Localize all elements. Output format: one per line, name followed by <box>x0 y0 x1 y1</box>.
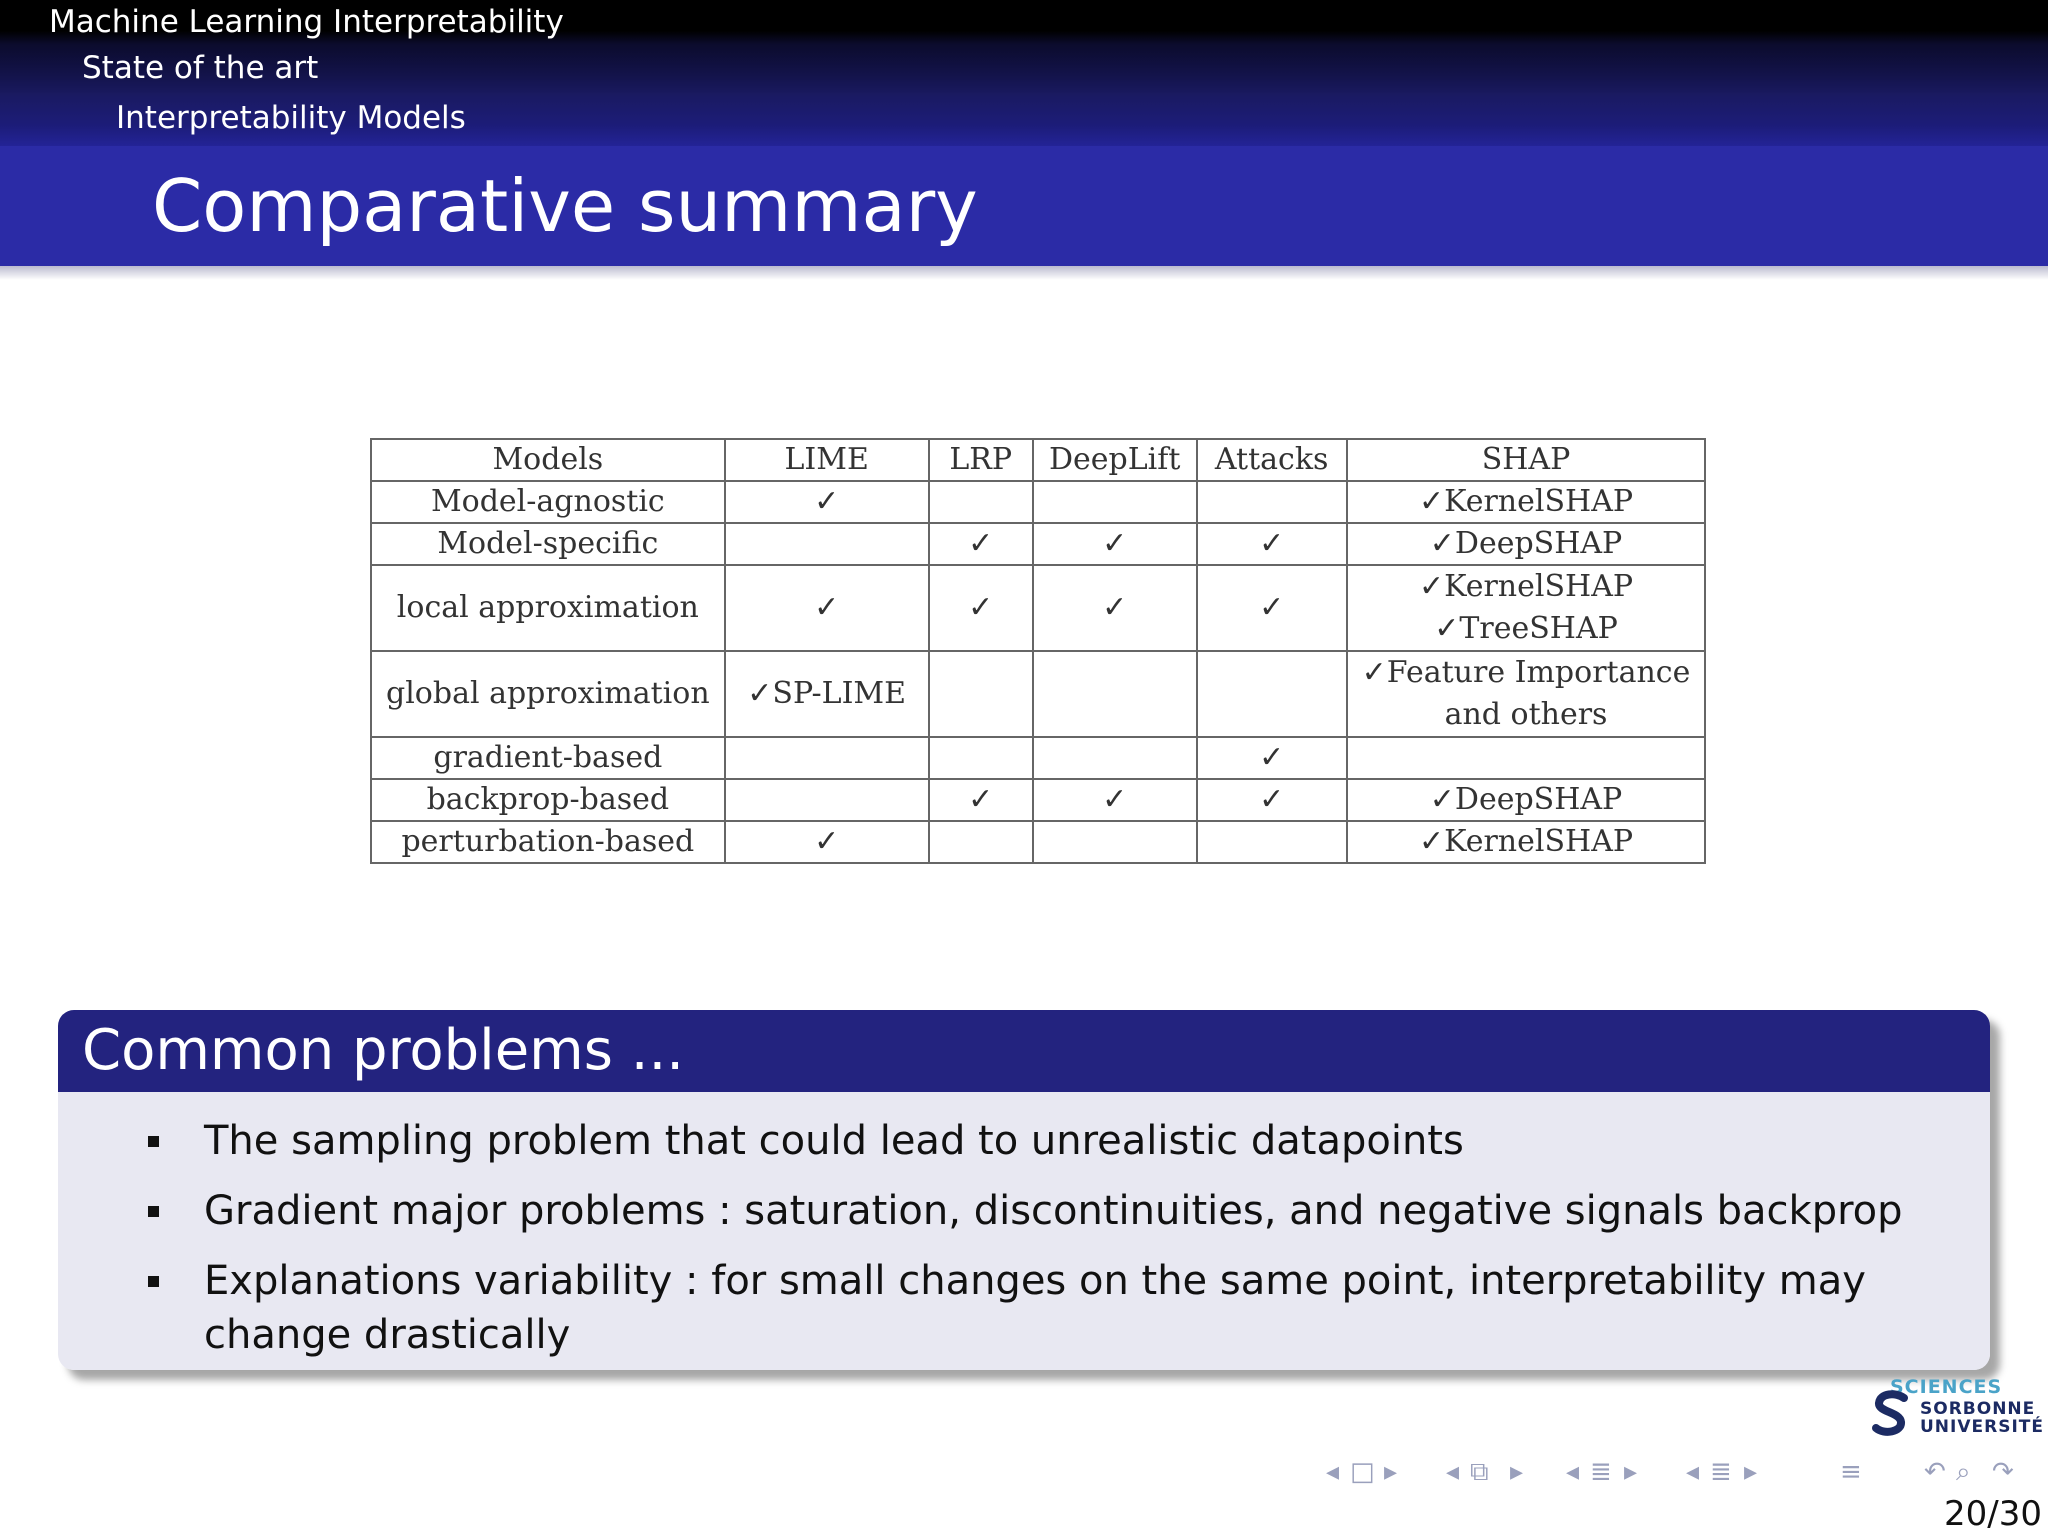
nav-appendix-icon[interactable]: ≡ <box>1840 1457 1862 1487</box>
table-cell <box>1033 481 1197 523</box>
page-number: 20/30 <box>1944 1494 2042 1534</box>
row-label: perturbation-based <box>371 821 725 863</box>
column-header: LRP <box>929 439 1033 481</box>
nav-left-arrow-icon[interactable]: ◂ <box>1326 1457 1340 1487</box>
list-item <box>148 1184 1930 1238</box>
table-cell <box>1197 821 1347 863</box>
cell-line: and others <box>1444 697 1608 732</box>
table-cell <box>929 651 1033 737</box>
table-cell: ✓ <box>1197 737 1347 779</box>
nav-right-arrow-icon[interactable]: ▸ <box>1510 1457 1524 1487</box>
table-cell: ✓ <box>725 821 929 863</box>
column-header: Attacks <box>1197 439 1347 481</box>
block-body <box>58 1092 1990 1370</box>
square-bullet-icon <box>148 1276 159 1287</box>
table-row <box>371 651 1705 737</box>
cell-line: ✓TreeSHAP <box>1434 611 1618 646</box>
nav-right-arrow-icon[interactable]: ▸ <box>1384 1457 1398 1487</box>
square-bullet-icon <box>148 1136 159 1147</box>
table-cell <box>929 737 1033 779</box>
table-cell: ✓ <box>1033 523 1197 565</box>
table-row <box>371 821 1705 863</box>
table-cell <box>1197 481 1347 523</box>
nav-subsection-icon[interactable]: ⧉ <box>1470 1457 1489 1487</box>
row-label: local approximation <box>371 565 725 651</box>
logo-text <box>1920 1400 2044 1436</box>
comparison-table <box>370 438 1706 864</box>
column-header: DeepLift <box>1033 439 1197 481</box>
nav-left-arrow-icon[interactable]: ◂ <box>1446 1457 1460 1487</box>
row-label: Model-specific <box>371 523 725 565</box>
common-problems-block <box>58 1010 1990 1370</box>
row-label: backprop-based <box>371 779 725 821</box>
table-row <box>371 779 1705 821</box>
table-cell <box>1033 821 1197 863</box>
list-item-text: Explanations variability : for small changes on the same point, interpretability may change drastically <box>204 1258 1866 1358</box>
logo-top-text: SCIENCES <box>1890 1376 2003 1398</box>
table-cell: ✓KernelSHAP <box>1347 481 1706 523</box>
square-bullet-icon <box>148 1206 159 1217</box>
table-cell: ✓ <box>725 481 929 523</box>
table-cell <box>1347 737 1706 779</box>
row-label: global approximation <box>371 651 725 737</box>
table-cell: ✓ <box>1197 523 1347 565</box>
sorbonne-s-icon <box>1870 1390 1912 1438</box>
table-cell: ✓DeepSHAP <box>1347 523 1706 565</box>
slide-title: Comparative summary <box>0 146 2048 266</box>
comparison-table-container <box>370 438 1706 864</box>
table-cell <box>1033 737 1197 779</box>
table-cell: ✓ <box>929 779 1033 821</box>
table-cell <box>1347 651 1706 737</box>
nav-frame-icon[interactable]: □ <box>1350 1457 1375 1487</box>
table-cell <box>1347 565 1706 651</box>
column-header: SHAP <box>1347 439 1706 481</box>
nav-search-icon[interactable]: ⌕ <box>1956 1457 1971 1487</box>
subsection-header[interactable]: State of the art <box>0 44 2048 93</box>
table-header-row <box>371 439 1705 481</box>
table-cell: ✓ <box>725 565 929 651</box>
table-row <box>371 565 1705 651</box>
table-row <box>371 737 1705 779</box>
column-header: LIME <box>725 439 929 481</box>
table-cell: ✓ <box>929 565 1033 651</box>
table-cell <box>725 779 929 821</box>
column-header: Models <box>371 439 725 481</box>
nav-forward-icon[interactable]: ↷ <box>1992 1457 2014 1487</box>
nav-right-arrow-icon[interactable]: ▸ <box>1624 1457 1638 1487</box>
section-header[interactable]: Machine Learning Interpretability <box>0 0 2048 44</box>
cell-line: ✓Feature Importance <box>1361 655 1691 690</box>
cell-line: ✓KernelSHAP <box>1418 569 1634 604</box>
table-cell <box>725 737 929 779</box>
sorbonne-logo <box>1870 1376 2044 1440</box>
nav-left-arrow-icon[interactable]: ◂ <box>1566 1457 1580 1487</box>
table-cell <box>1197 651 1347 737</box>
table-cell: ✓ <box>1033 779 1197 821</box>
table-cell: ✓ <box>929 523 1033 565</box>
list-item-text: Gradient major problems : saturation, discontinuities, and negative signals backprop <box>204 1188 1903 1234</box>
table-cell <box>725 523 929 565</box>
list-item-text: The sampling problem that could lead to unrealistic datapoints <box>204 1118 1464 1164</box>
beamer-navigation <box>1320 1452 2040 1492</box>
nav-document-icon[interactable]: ≣ <box>1710 1457 1732 1487</box>
list-item <box>148 1114 1930 1168</box>
block-title: Common problems ... <box>58 1010 1990 1092</box>
table-cell: ✓SP-LIME <box>725 651 929 737</box>
nav-section-icon[interactable]: ≣ <box>1590 1457 1612 1487</box>
list-item <box>148 1254 1930 1362</box>
row-label: gradient-based <box>371 737 725 779</box>
table-cell <box>929 481 1033 523</box>
table-cell: ✓ <box>1197 779 1347 821</box>
logo-line: SORBONNE <box>1920 1399 2036 1419</box>
table-cell <box>1033 651 1197 737</box>
title-shadow <box>0 266 2048 280</box>
table-row <box>371 481 1705 523</box>
subsubsection-header[interactable]: Interpretability Models <box>0 93 2048 146</box>
table-row <box>371 523 1705 565</box>
table-cell: ✓ <box>1033 565 1197 651</box>
nav-left-arrow-icon[interactable]: ◂ <box>1686 1457 1700 1487</box>
problem-list <box>148 1114 1930 1362</box>
table-cell: ✓KernelSHAP <box>1347 821 1706 863</box>
table-cell: ✓ <box>1197 565 1347 651</box>
table-cell <box>929 821 1033 863</box>
logo-line: UNIVERSITÉ <box>1920 1417 2044 1437</box>
nav-back-icon[interactable]: ↶ <box>1924 1457 1946 1487</box>
row-label: Model-agnostic <box>371 481 725 523</box>
table-cell: ✓DeepSHAP <box>1347 779 1706 821</box>
nav-right-arrow-icon[interactable]: ▸ <box>1744 1457 1758 1487</box>
